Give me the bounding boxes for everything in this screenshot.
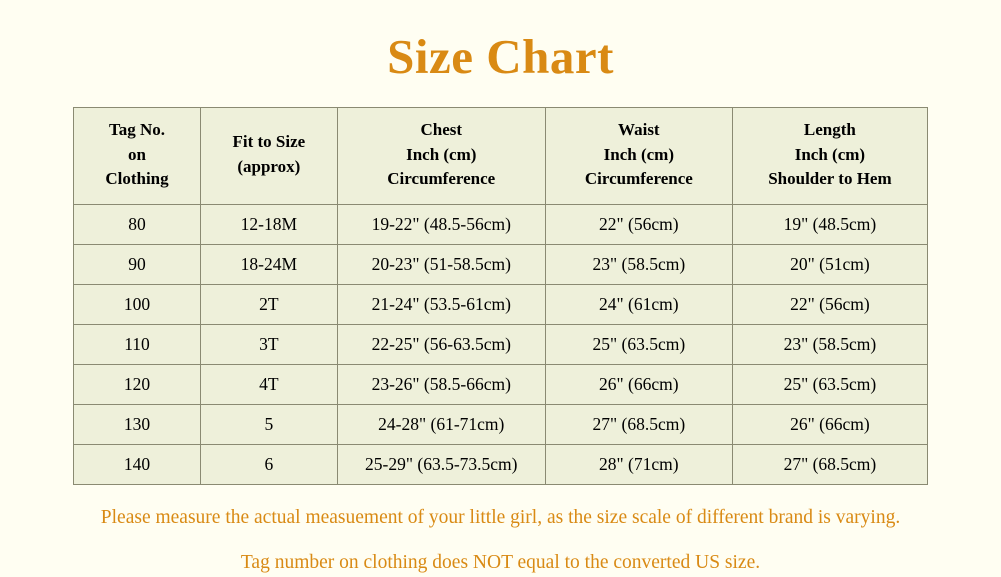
table-row (74, 364, 928, 404)
cell-waist: 23" (58.5cm) (545, 244, 732, 284)
column-header-line: (approx) (237, 156, 301, 176)
cell-tag-no: 130 (74, 404, 201, 444)
column-header-line: Inch (cm) (406, 144, 477, 164)
column-header-line: Waist (618, 120, 660, 139)
note-measure: Please measure the actual measuement of your little girl, as the size scale of different brand is varying. (100, 506, 901, 528)
cell-fit-to-size: 18-24M (200, 244, 337, 284)
column-header-line: Tag No. (108, 120, 166, 139)
column-header-line: Circumference (584, 169, 693, 189)
cell-length: 22" (56cm) (732, 284, 927, 324)
column-header-line: Circumference (387, 169, 496, 189)
page-title: Size Chart (387, 29, 614, 84)
cell-fit-to-size: 5 (200, 404, 337, 444)
table-header (74, 108, 928, 205)
cell-tag-no: 80 (74, 204, 201, 244)
cell-length: 19" (48.5cm) (732, 204, 927, 244)
column-header-line: Shoulder to Hem (768, 169, 892, 189)
table-header-row (74, 108, 928, 205)
cell-fit-to-size: 3T (200, 324, 337, 364)
notes-section (0, 503, 1001, 577)
cell-waist: 27" (68.5cm) (545, 404, 732, 444)
cell-fit-to-size: 4T (200, 364, 337, 404)
cell-waist: 25" (63.5cm) (545, 324, 732, 364)
cell-chest: 21-24" (53.5-61cm) (337, 284, 545, 324)
table-row (74, 284, 928, 324)
cell-length: 27" (68.5cm) (732, 444, 927, 484)
cell-fit-to-size: 12-18M (200, 204, 337, 244)
cell-waist: 24" (61cm) (545, 284, 732, 324)
column-header-waist (545, 108, 732, 205)
table-row (74, 244, 928, 284)
column-header-line: Inch (cm) (794, 144, 866, 164)
cell-chest: 22-25" (56-63.5cm) (337, 324, 545, 364)
table-body (74, 204, 928, 484)
table-row (74, 204, 928, 244)
size-chart-table (73, 107, 928, 485)
cell-fit-to-size: 6 (200, 444, 337, 484)
cell-chest: 23-26" (58.5-66cm) (337, 364, 545, 404)
cell-waist: 26" (66cm) (545, 364, 732, 404)
cell-chest: 20-23" (51-58.5cm) (337, 244, 545, 284)
cell-chest: 19-22" (48.5-56cm) (337, 204, 545, 244)
column-header-fit-to-size (200, 108, 337, 205)
column-header-tag-no (74, 108, 201, 205)
cell-chest: 24-28" (61-71cm) (337, 404, 545, 444)
cell-tag-no: 140 (74, 444, 201, 484)
cell-length: 20" (51cm) (732, 244, 927, 284)
cell-length: 25" (63.5cm) (732, 364, 927, 404)
size-chart-table-wrap (73, 107, 928, 485)
cell-chest: 25-29" (63.5-73.5cm) (337, 444, 545, 484)
table-row (74, 404, 928, 444)
cell-length: 26" (66cm) (732, 404, 927, 444)
column-header-line: Length (803, 120, 856, 139)
cell-waist: 22" (56cm) (545, 204, 732, 244)
column-header-line: Inch (cm) (603, 144, 674, 164)
column-header-line: on (128, 144, 146, 164)
column-header-length (732, 108, 927, 205)
column-header-line: Clothing (105, 169, 169, 189)
cell-length: 23" (58.5cm) (732, 324, 927, 364)
column-header-line: Chest (420, 120, 463, 139)
cell-tag-no: 90 (74, 244, 201, 284)
note-tag-number: Tag number on clothing does NOT equal to the converted US size. (240, 552, 761, 574)
column-header-line: Fit to Size (232, 132, 306, 152)
cell-tag-no: 120 (74, 364, 201, 404)
cell-tag-no: 100 (74, 284, 201, 324)
table-row (74, 444, 928, 484)
table-row (74, 324, 928, 364)
cell-waist: 28" (71cm) (545, 444, 732, 484)
cell-fit-to-size: 2T (200, 284, 337, 324)
column-header-chest (337, 108, 545, 205)
cell-tag-no: 110 (74, 324, 201, 364)
